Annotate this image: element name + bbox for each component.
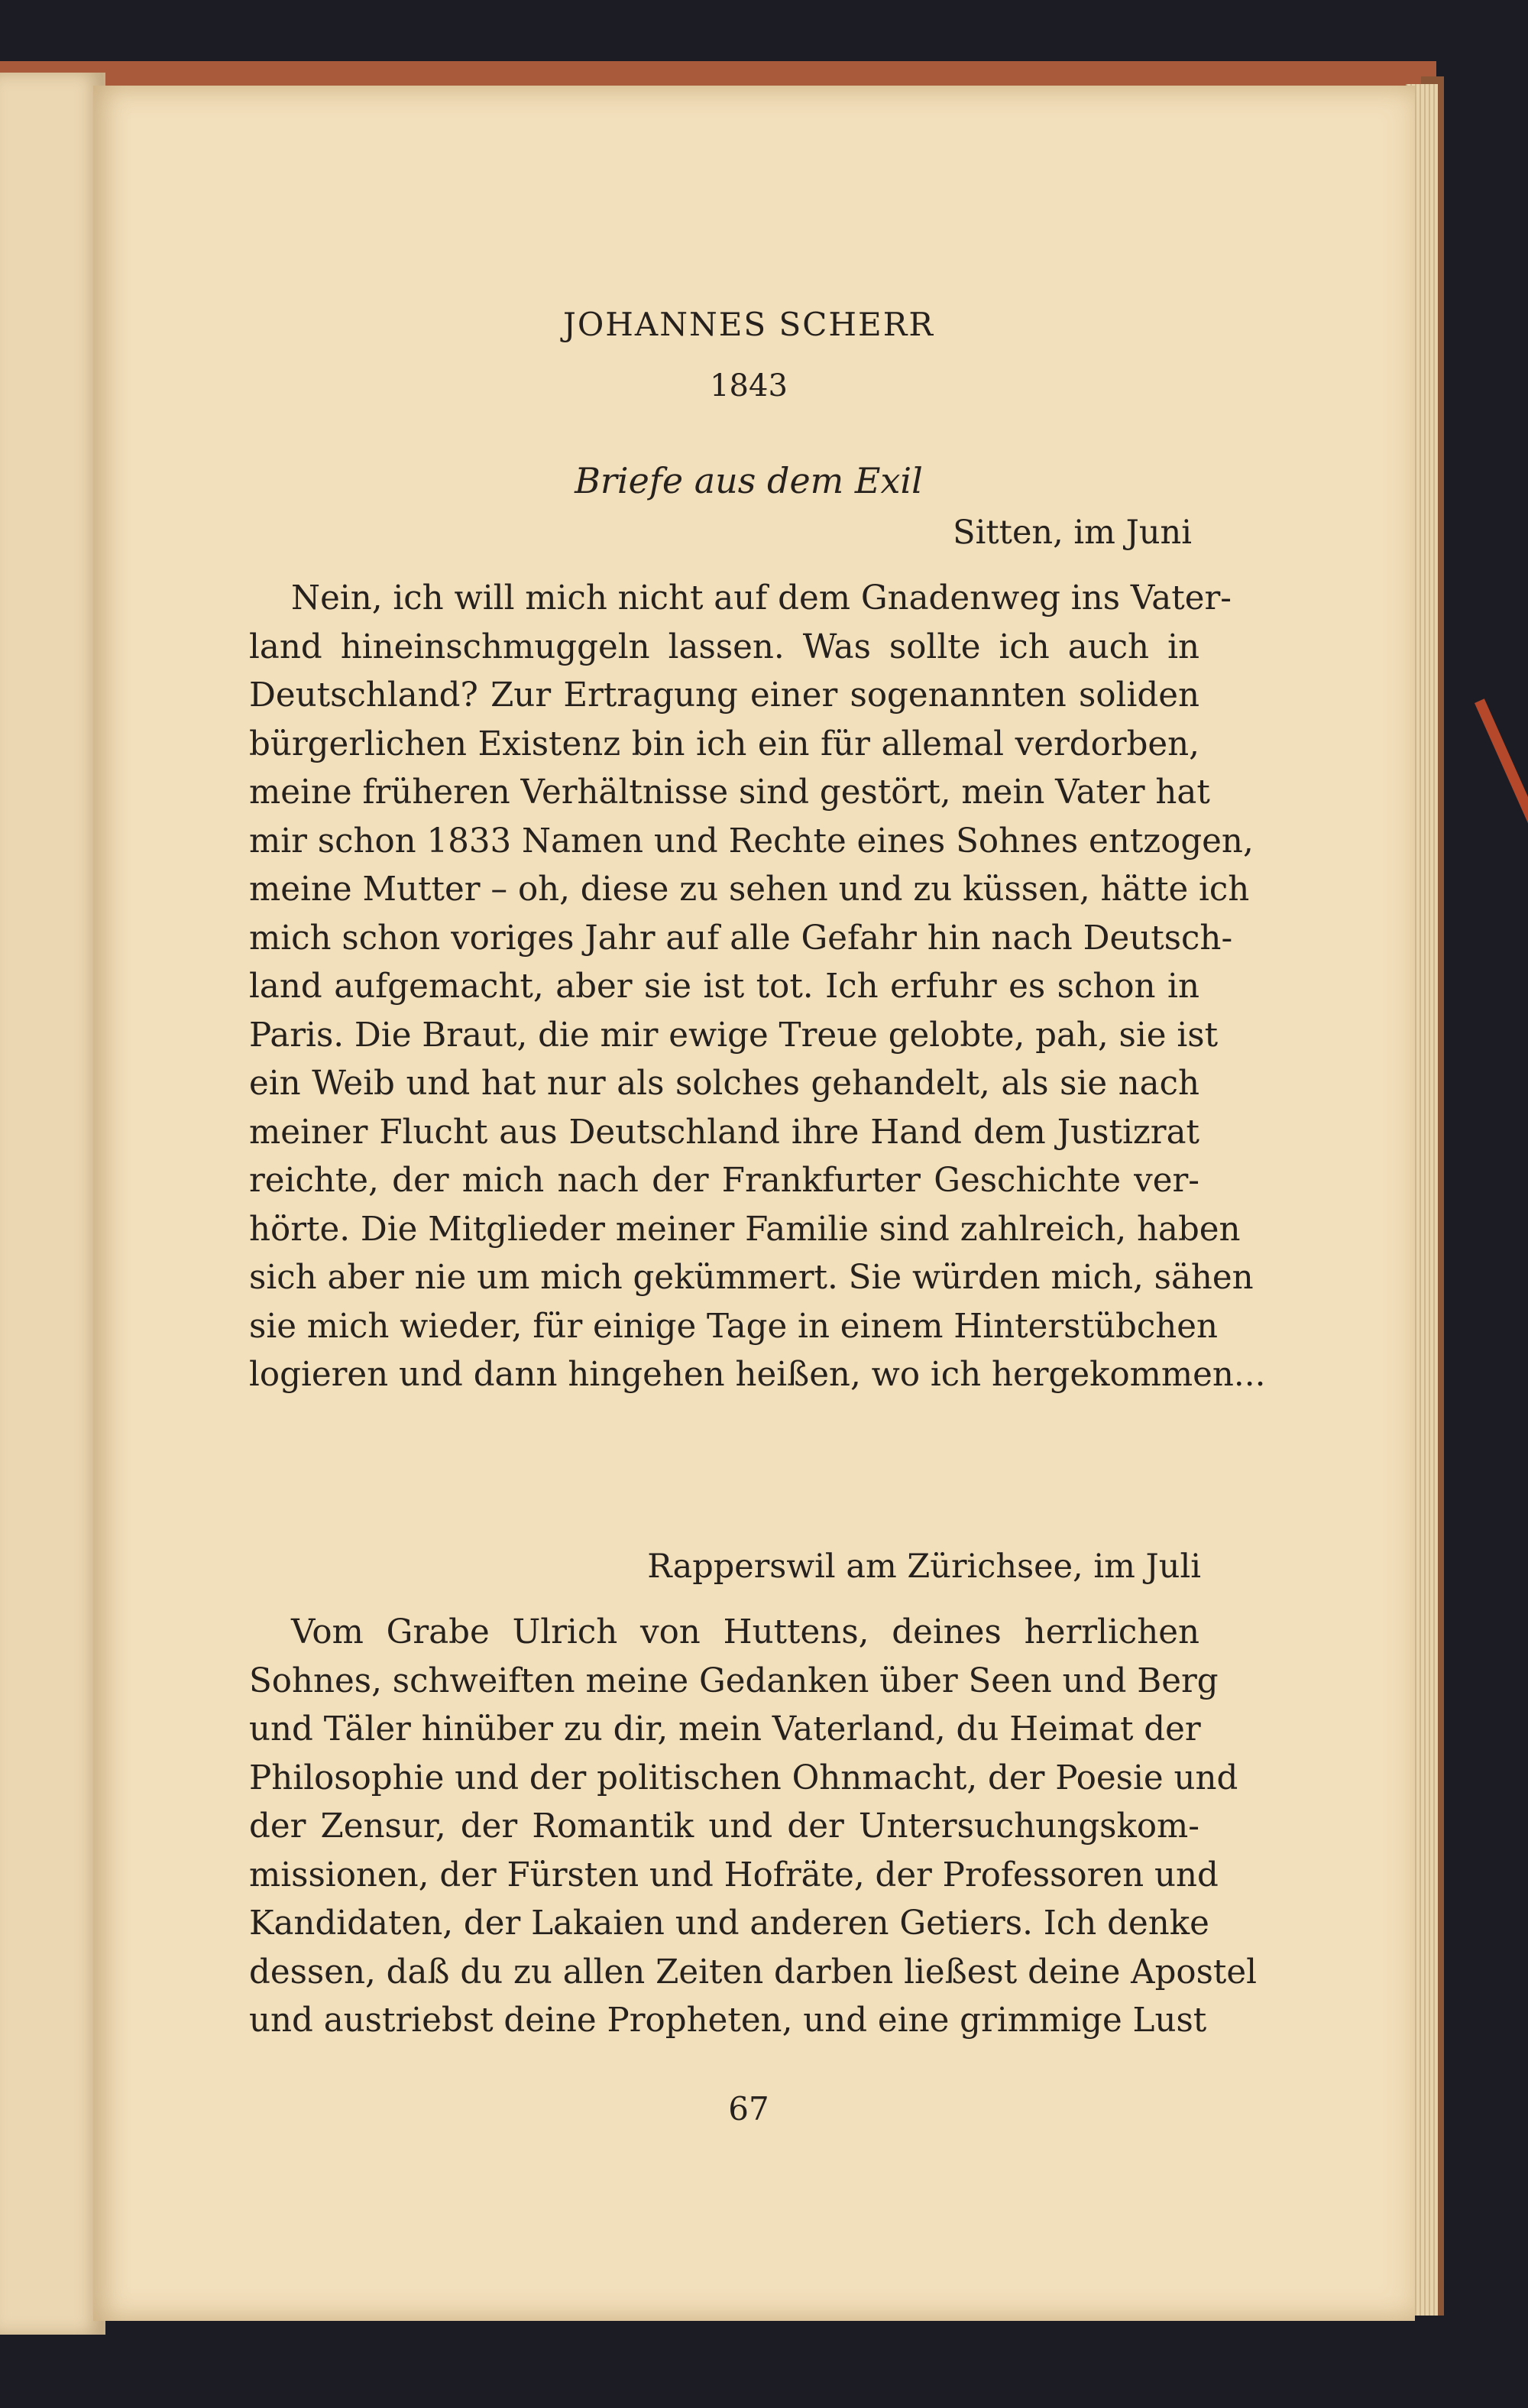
text-line: sie mich wieder, für einige Tage in einem Hinterstübchen [249, 1307, 1218, 1346]
year-heading: 1843 [710, 368, 788, 403]
text-line: hörte. Die Mitglieder meiner Familie sind zahlreich, haben [249, 1210, 1241, 1249]
text-line: Nein, ich will mich nicht auf dem Gnadenweg ins Vater- [291, 579, 1232, 617]
text-line: reichte, der mich nach der Frankfurter Geschichte ver- [249, 1162, 1199, 1200]
text-line: dessen, daß du zu allen Zeiten darben ließest deine Apostel [249, 1953, 1258, 1992]
text-line: meine früheren Verhältnisse sind gestört, mein Vater hat [249, 773, 1210, 812]
text-line: Sohnes, schweiften meine Gedanken über Seen und Berg [249, 1661, 1219, 1700]
text-line: land aufgemacht, aber sie ist tot. Ich erfuhr es schon in [249, 967, 1199, 1006]
text-line: logieren und dann hingehen heißen, wo ich hergekommen... [249, 1356, 1266, 1394]
text-line: meiner Flucht aus Deutschland ihre Hand dem Justizrat [249, 1113, 1199, 1152]
text-line: und austriebst deine Propheten, und eine grimmige Lust [249, 2001, 1207, 2040]
text-line: missionen, der Fürsten und Hofräte, der Professoren und [249, 1855, 1219, 1894]
section-title: Briefe aus dem Exil [575, 460, 923, 501]
text-line: und Täler hinüber zu dir, mein Vaterland, du Heimat der [249, 1710, 1201, 1748]
text-line: der Zensur, der Romantik und der Untersuchungskom- [249, 1807, 1199, 1846]
text-line: Paris. Die Braut, die mir ewige Treue gelobte, pah, sie ist [249, 1016, 1219, 1055]
text-line: ein Weib und hat nur als solches gehandelt, als sie nach [249, 1065, 1199, 1103]
text-line: meine Mutter – oh, diese zu sehen und zu küssen, hätte ich [249, 870, 1250, 909]
text-line: land hineinschmuggeln lassen. Was sollte ich auch in [249, 627, 1199, 666]
text-line: Kandidaten, der Lakaien und anderen Getiers. Ich denke [249, 1904, 1209, 1943]
text-line: bürgerlichen Existenz bin ich ein für allemal verdorben, [249, 724, 1199, 763]
text-line: sich aber nie um mich gekümmert. Sie würden mich, sähen [249, 1259, 1254, 1297]
letter-1-body [249, 575, 1266, 1400]
text-line: Vom Grabe Ulrich von Huttens, deines herrlichen [291, 1613, 1199, 1651]
text-line: mich schon voriges Jahr auf alle Gefahr hin nach Deutsch- [249, 919, 1233, 958]
facing-page-edge [0, 73, 105, 2335]
text-line: Deutschland? Zur Ertragung einer sogenannten soliden [249, 676, 1199, 715]
letter-1-dateline: Sitten, im Juni [953, 514, 1192, 552]
letter-2-body [249, 1609, 1258, 2046]
letter-2-dateline: Rapperswil am Zürichsee, im Juli [647, 1548, 1201, 1586]
text-line: Philosophie und der politischen Ohnmacht, der Poesie und [249, 1758, 1238, 1797]
text-line: mir schon 1833 Namen und Rechte eines Sohnes entzogen, [249, 822, 1254, 860]
page-number: 67 [728, 2090, 769, 2128]
ribbon-bookmark [1475, 698, 1528, 835]
author-heading: JOHANNES SCHERR [563, 306, 934, 343]
